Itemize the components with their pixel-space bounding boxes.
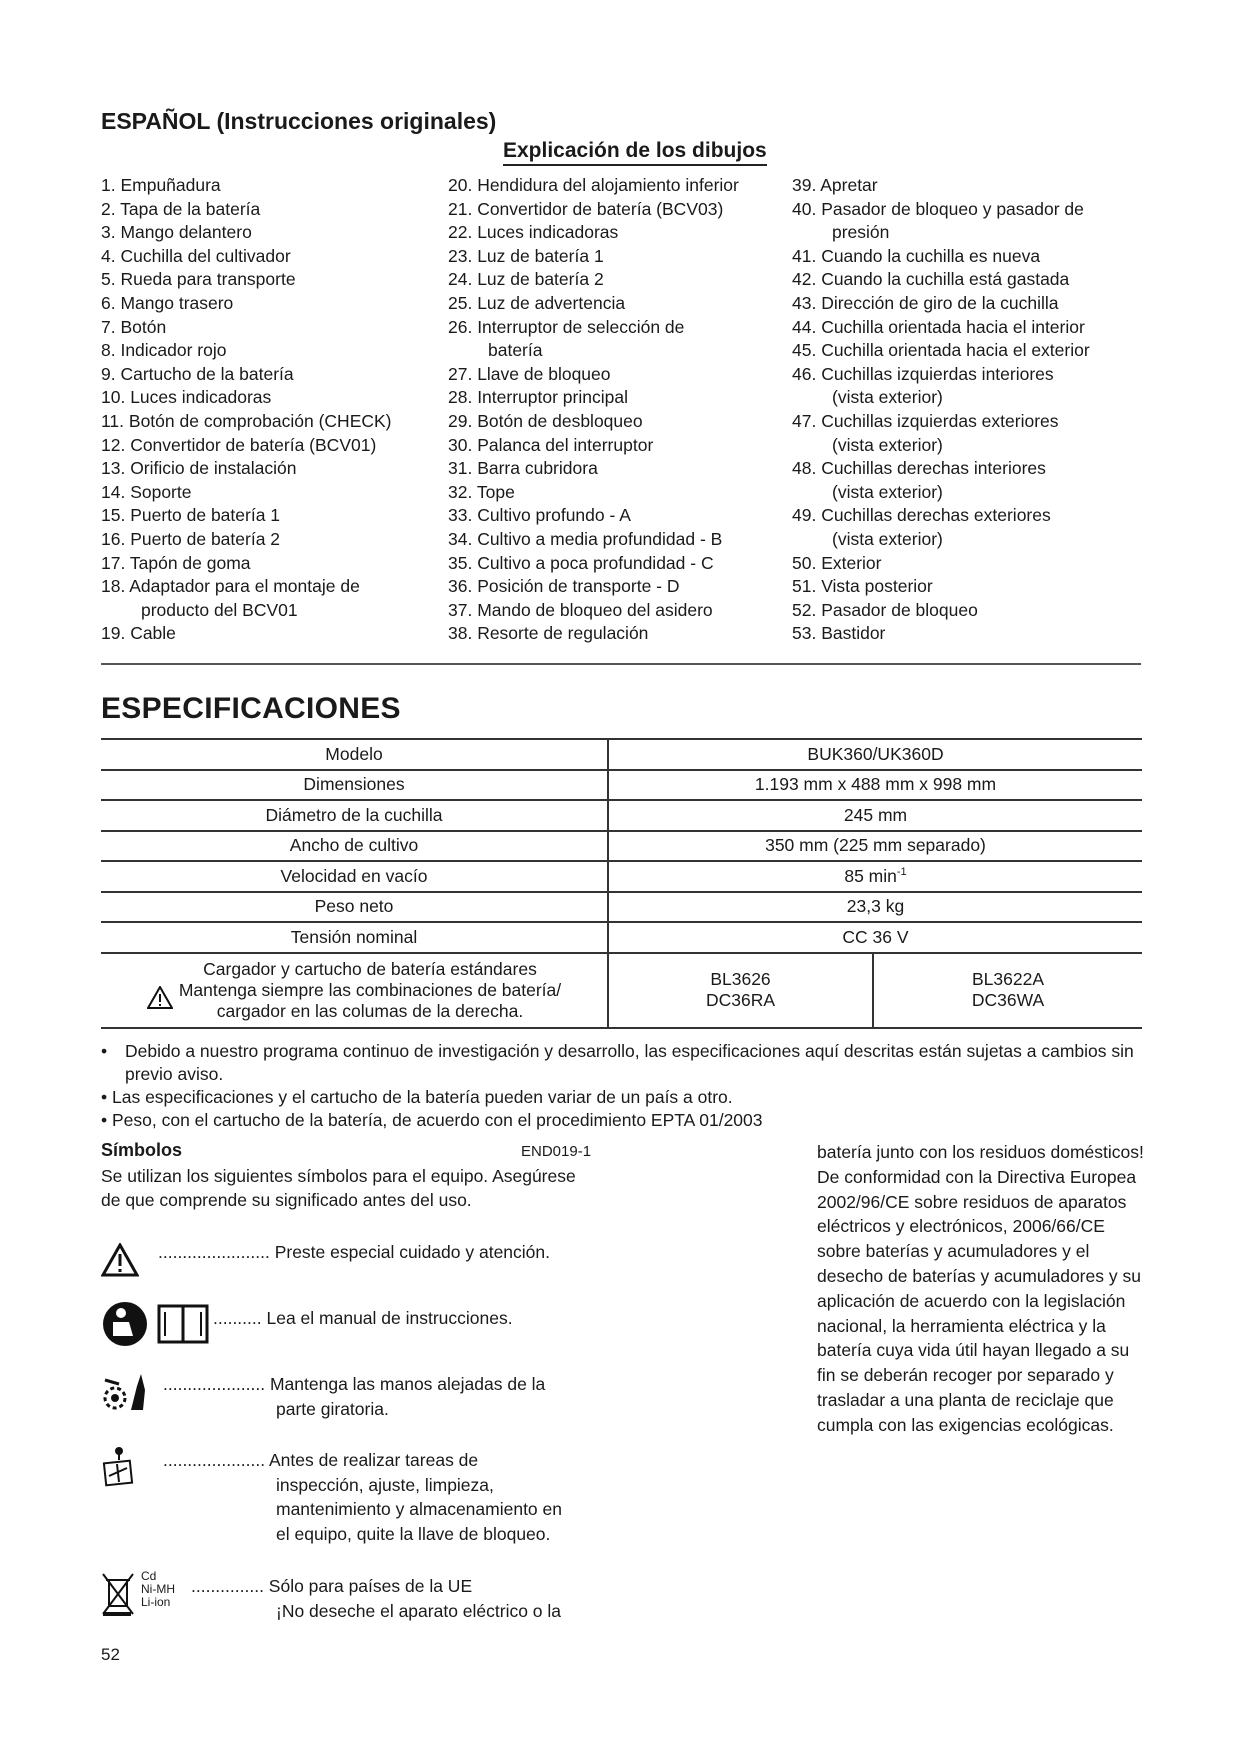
legend-item: 18. Adaptador para el montaje de bbox=[101, 576, 360, 597]
legend-item: 46. Cuchillas izquierdas interiores bbox=[792, 363, 1054, 384]
battery-label-liion: Li-ion bbox=[141, 1595, 171, 1609]
spec-value-text: CC 36 V bbox=[842, 926, 909, 947]
remove-lock-key-icon bbox=[101, 1446, 137, 1488]
legend-item: 5. Rueda para transporte bbox=[101, 269, 296, 290]
explanation-title: Explicación de los dibujos bbox=[503, 139, 767, 166]
spec-value-text: BUK360/UK360D bbox=[807, 743, 944, 764]
legend-item: 39. Apretar bbox=[792, 175, 878, 195]
specifications-table bbox=[101, 738, 1142, 1029]
language-title: ESPAÑOL (Instrucciones originales) bbox=[101, 108, 497, 134]
spec-value bbox=[608, 739, 1142, 770]
battery-type-labels bbox=[141, 1570, 175, 1609]
legend-item: 38. Resorte de regulación bbox=[448, 623, 649, 644]
legend-item: 52. Pasador de bloqueo bbox=[792, 599, 978, 620]
warning-icon bbox=[147, 986, 173, 1009]
symbol-hands-line2: parte giratoria. bbox=[276, 1398, 389, 1419]
battery-model-1: BL3626 bbox=[710, 969, 771, 989]
charger-model-1: DC36RA bbox=[705, 990, 776, 1010]
legend-item: 45. Cuchilla orientada hacia el exterior bbox=[792, 340, 1090, 361]
legend-column-1 bbox=[101, 174, 441, 646]
legend-item: 31. Barra cubridora bbox=[448, 458, 598, 479]
symbol-caution-text: ....................... Preste especial cuidado y atención. bbox=[158, 1242, 550, 1262]
legend-item: 4. Cuchilla del cultivador bbox=[101, 245, 291, 266]
legend-item: 9. Cartucho de la batería bbox=[101, 363, 294, 384]
legend-item: 44. Cuchilla orientada hacia el interior bbox=[792, 316, 1085, 337]
section-divider bbox=[101, 663, 1141, 665]
legend-item: 10. Luces indicadoras bbox=[101, 387, 272, 408]
symbol-lockkey-line1: ..................... Antes de realizar tareas de bbox=[163, 1450, 479, 1470]
legend-item: 40. Pasador de bloqueo y pasador de bbox=[792, 198, 1084, 219]
symbol-row-hands bbox=[101, 1370, 621, 1430]
charger-combo-2 bbox=[873, 953, 1142, 1028]
legend-item: 26. Interruptor de selección de bbox=[448, 316, 685, 337]
legend-item: 35. Cultivo a poca profundidad - C bbox=[448, 552, 714, 573]
spec-label: Modelo bbox=[101, 739, 608, 770]
legend-item: 47. Cuchillas izquierdas exteriores bbox=[792, 410, 1059, 431]
battery-label-nimh: Ni-MH bbox=[141, 1582, 175, 1596]
legend-item: 22. Luces indicadoras bbox=[448, 222, 619, 243]
spec-value bbox=[608, 831, 1142, 862]
legend-item-continuation: batería bbox=[488, 340, 543, 361]
note-1-text: Debido a nuestro programa continuo de investigación y desarrollo, las especificaciones aquí descritas están sujetas a cambios sin previo aviso. bbox=[125, 1041, 1134, 1084]
legend-item: 2. Tapa de la batería bbox=[101, 198, 261, 219]
charger-model-2: DC36WA bbox=[971, 990, 1045, 1010]
spec-label: Diámetro de la cuchilla bbox=[101, 800, 608, 831]
legend-item: 21. Convertidor de batería (BCV03) bbox=[448, 198, 724, 219]
spec-value-text: 245 mm bbox=[843, 804, 908, 825]
spec-row bbox=[101, 831, 1142, 862]
spec-row bbox=[101, 770, 1142, 801]
spec-label: Velocidad en vacío bbox=[101, 861, 608, 892]
legend-item: 49. Cuchillas derechas exteriores bbox=[792, 505, 1051, 526]
legend-item: 42. Cuando la cuchilla está gastada bbox=[792, 269, 1070, 290]
spec-label: Peso neto bbox=[101, 892, 608, 923]
legend-item: 41. Cuando la cuchilla es nueva bbox=[792, 245, 1041, 266]
charger-label-line1: Cargador y cartucho de batería estándares bbox=[203, 958, 537, 979]
note-1: • Debido a nuestro programa continuo de investigación y desarrollo, las especificaciones aquí descritas están sujetas a cambios sin previo aviso. bbox=[101, 1041, 1134, 1084]
read-manual-icon bbox=[101, 1300, 211, 1348]
battery-label-cd: Cd bbox=[141, 1569, 157, 1583]
spec-row bbox=[101, 739, 1142, 770]
legend-item: 25. Luz de advertencia bbox=[448, 292, 626, 313]
spec-value bbox=[608, 861, 1142, 892]
note-2: • Las especificaciones y el cartucho de la batería pueden variar de un país a otro. bbox=[101, 1087, 733, 1107]
spec-notes bbox=[101, 1040, 1141, 1132]
spec-value bbox=[608, 892, 1142, 923]
legend-item: 27. Llave de bloqueo bbox=[448, 363, 611, 384]
spec-row bbox=[101, 800, 1142, 831]
spec-value bbox=[608, 800, 1142, 831]
symbol-disposal-line2: ¡No deseche el aparato eléctrico o la bbox=[276, 1600, 562, 1621]
spec-row bbox=[101, 922, 1142, 953]
spec-value-text: 350 mm (225 mm separado) bbox=[765, 835, 986, 856]
legend-column-2 bbox=[448, 174, 788, 646]
spec-value bbox=[608, 770, 1142, 801]
disposal-paragraph: De conformidad con la Directiva Europea 2002/96/CE sobre residuos de aparatos eléctricos y electrónicos, 2006/66/CE sobre baterías y acumuladores y el desecho de baterías y acumuladores y su aplicación de acuerdo con la legislación nacional, la herramienta eléctrica y la batería cuya vida útil hayan llegado a su fin se deberán recoger por separado y trasladar a una planta de reciclaje que cumpla con las exigencias ecológicas. bbox=[817, 1166, 1141, 1435]
crossed-bin-icon bbox=[101, 1572, 137, 1618]
legend-item: 34. Cultivo a media profundidad - B bbox=[448, 528, 723, 549]
legend-item: 12. Convertidor de batería (BCV01) bbox=[101, 434, 377, 455]
legend-item: 30. Palanca del interruptor bbox=[448, 434, 654, 455]
legend-item: 29. Botón de desbloqueo bbox=[448, 410, 643, 431]
charger-label bbox=[101, 953, 608, 1028]
symbols-code: END019-1 bbox=[521, 1143, 592, 1160]
symbols-intro: Se utilizan los siguientes símbolos para el equipo. Asegúrese de que comprende su significado antes del uso. bbox=[101, 1166, 576, 1210]
legend-item: 20. Hendidura del alojamiento inferior bbox=[448, 175, 739, 195]
charger-row bbox=[101, 953, 1142, 1028]
note-3: • Peso, con el cartucho de la batería, de acuerdo con el procedimiento EPTA 01/2003 bbox=[101, 1110, 763, 1130]
charger-label-line3: cargador en las columas de la derecha. bbox=[216, 1000, 524, 1021]
symbol-lockkey-line2: inspección, ajuste, limpieza, bbox=[276, 1474, 494, 1495]
legend-item: 17. Tapón de goma bbox=[101, 552, 251, 573]
page-number: 52 bbox=[101, 1645, 120, 1664]
legend-item: 28. Interruptor principal bbox=[448, 387, 628, 408]
legend-item: 7. Botón bbox=[101, 316, 167, 337]
legend-item: 32. Tope bbox=[448, 481, 515, 502]
spec-value-text: 1.193 mm x 488 mm x 998 mm bbox=[754, 774, 997, 795]
symbol-row-lockkey bbox=[101, 1446, 621, 1556]
symbol-lockkey-text bbox=[163, 1448, 562, 1546]
legend-item-continuation: presión bbox=[832, 222, 890, 243]
spec-row bbox=[101, 892, 1142, 923]
legend-item: 50. Exterior bbox=[792, 552, 882, 573]
spec-value-text: 85 min bbox=[844, 865, 897, 886]
legend-item: 3. Mango delantero bbox=[101, 222, 252, 243]
legend-item-continuation: (vista exterior) bbox=[832, 528, 943, 549]
legend-item: 33. Cultivo profundo - A bbox=[448, 505, 631, 526]
spec-label: Tensión nominal bbox=[101, 922, 608, 953]
legend-item: 1. Empuñadura bbox=[101, 175, 221, 195]
disposal-directive-text bbox=[817, 1140, 1147, 1438]
legend-item-continuation: (vista exterior) bbox=[832, 387, 943, 408]
legend-item-continuation: (vista exterior) bbox=[832, 434, 943, 455]
legend-item: 51. Vista posterior bbox=[792, 576, 933, 597]
spec-row bbox=[101, 861, 1142, 892]
charger-combo-1 bbox=[608, 953, 873, 1028]
legend-item: 43. Dirección de giro de la cuchilla bbox=[792, 292, 1059, 313]
symbol-disposal-line1: ............... Sólo para países de la UE bbox=[191, 1576, 473, 1596]
legend-item: 19. Cable bbox=[101, 623, 176, 644]
legend-item: 11. Botón de comprobación (CHECK) bbox=[101, 410, 392, 431]
spec-label: Ancho de cultivo bbox=[101, 831, 608, 862]
spec-value bbox=[608, 922, 1142, 953]
legend-item: 53. Bastidor bbox=[792, 623, 886, 644]
legend-item: 15. Puerto de batería 1 bbox=[101, 505, 281, 526]
legend-column-3 bbox=[792, 174, 1142, 646]
legend-item: 14. Soporte bbox=[101, 481, 192, 502]
hands-away-rotating-icon bbox=[101, 1370, 151, 1414]
symbol-row-disposal bbox=[101, 1569, 621, 1632]
legend-item: 36. Posición de transporte - D bbox=[448, 576, 680, 597]
legend-item: 48. Cuchillas derechas interiores bbox=[792, 458, 1046, 479]
legend-item: 23. Luz de batería 1 bbox=[448, 245, 604, 266]
symbol-row-manual bbox=[101, 1300, 621, 1350]
legend-item: 24. Luz de batería 2 bbox=[448, 269, 604, 290]
warning-icon bbox=[101, 1243, 139, 1277]
symbol-row-caution bbox=[101, 1237, 621, 1277]
symbol-lockkey-line4: el equipo, quite la llave de bloqueo. bbox=[276, 1523, 551, 1544]
symbol-hands-text bbox=[163, 1372, 545, 1421]
legend-item: 8. Indicador rojo bbox=[101, 340, 227, 361]
legend-item: 13. Orificio de instalación bbox=[101, 458, 297, 479]
battery-model-2: BL3622A bbox=[971, 969, 1044, 989]
legend-item-continuation: producto del BCV01 bbox=[141, 599, 298, 620]
symbols-heading: Símbolos bbox=[101, 1140, 183, 1160]
legend-item: 16. Puerto de batería 2 bbox=[101, 528, 281, 549]
symbol-disposal-text bbox=[191, 1574, 561, 1623]
specifications-title: ESPECIFICACIONES bbox=[101, 692, 401, 725]
legend-item: 37. Mando de bloqueo del asidero bbox=[448, 599, 713, 620]
charger-label-line2: Mantenga siempre las combinaciones de batería/ bbox=[178, 979, 562, 1000]
symbol-manual-text: .......... Lea el manual de instrucciones. bbox=[213, 1308, 513, 1328]
disposal-icon-group bbox=[101, 1569, 181, 1622]
spec-label: Dimensiones bbox=[101, 770, 608, 801]
spec-value-text: 23,3 kg bbox=[846, 896, 905, 917]
symbol-hands-line1: ..................... Mantenga las manos alejadas de la bbox=[163, 1374, 546, 1394]
legend-item: 6. Mango trasero bbox=[101, 292, 234, 313]
legend-item-continuation: (vista exterior) bbox=[832, 481, 943, 502]
spec-value-superscript: -1 bbox=[896, 865, 907, 878]
disposal-paragraph: batería junto con los residuos domésticos! bbox=[817, 1142, 1144, 1162]
symbol-lockkey-line3: mantenimiento y almacenamiento en bbox=[276, 1499, 562, 1519]
